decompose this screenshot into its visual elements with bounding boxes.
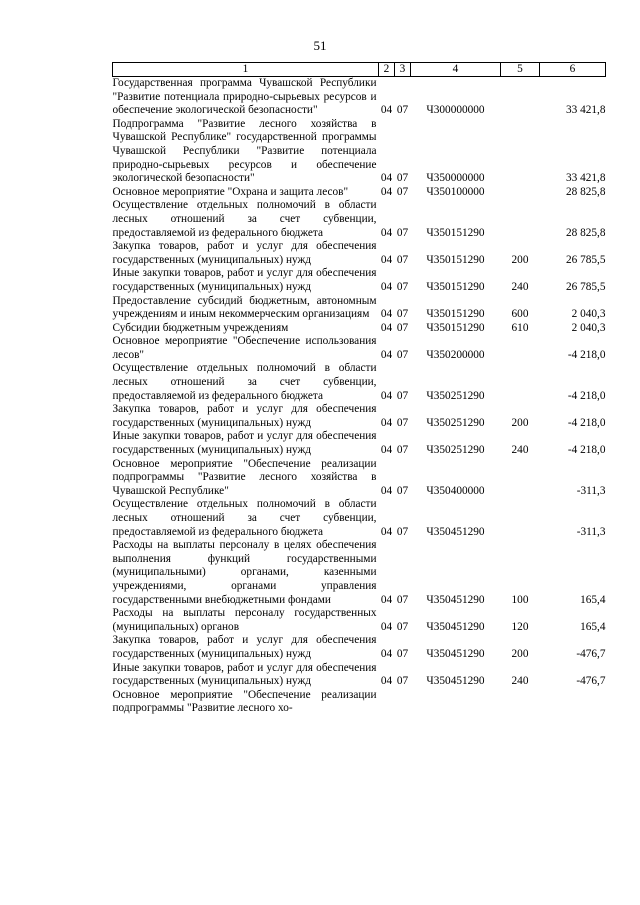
row-section: 04 [380,321,393,334]
row-name: Основное мероприятие "Охрана и защита лесов" [112,185,349,198]
row-subsection: 07 [396,675,409,688]
table-row [113,295,606,322]
row-section: 04 [380,104,393,117]
row-section [379,689,395,716]
row-sum: -311,3 [576,525,606,538]
row-expense-type [501,362,540,403]
row-name: Закупка товаров, работ и услуг для обеспечения государственных (муниципальных) нужд [112,240,377,266]
row-section: 04 [380,308,393,321]
row-sum: -476,7 [576,675,606,688]
row-sum: 28 825,8 [565,226,606,239]
row-section: 04 [380,593,393,606]
table-header [113,63,606,77]
row-name: Закупка товаров, работ и услуг для обеспечения государственных (муниципальных) нужд [112,634,377,660]
row-name: Иные закупки товаров, работ и услуг для обеспечения государственных (муниципальных) нужд [112,430,377,457]
table-row [113,662,606,689]
row-expense-type [501,199,540,240]
row-subsection: 07 [396,172,409,185]
row-section: 04 [380,253,393,266]
row-name: Иные закупки товаров, работ и услуг для обеспечения государственных (муниципальных) нужд [112,661,377,688]
row-subsection: 07 [396,308,409,321]
header-col-section: 2 [379,63,395,77]
row-target-code: Ч350251290 [426,444,485,457]
row-name: Осуществление отдельных полномочий в области лесных отношений за счет субвенции, предоставляемой из федерального бюджета [112,498,377,538]
row-sum: -4 218,0 [567,416,606,429]
row-target-code: Ч350100000 [426,185,485,198]
row-name: Государственная программа Чувашской Республики "Развитие потенциала природно-сырьевых ресурсов и обеспечение экологической безопасности" [112,77,377,117]
row-target-code: Ч350451290 [426,675,485,688]
row-subsection: 07 [396,389,409,402]
row-sum: -4 218,0 [567,348,606,361]
row-subsection: 07 [396,416,409,429]
row-sum: -4 218,0 [567,444,606,457]
row-target-code: Ч350451290 [426,620,485,633]
row-target-code: Ч300000000 [426,104,485,117]
row-expense-type [501,118,540,186]
row-subsection: 07 [396,348,409,361]
row-name: Осуществление отдельных полномочий в области лесных отношений за счет субвенции, предоставляемой из федерального бюджета [112,199,377,239]
header-col-expense-type: 5 [501,63,540,77]
row-name: Основное мероприятие "Обеспечение реализации подпрограммы "Развитие лесного хозяйства в Чувашской Республике" [112,457,377,497]
row-name: Подпрограмма "Развитие лесного хозяйства в Чувашской Республике" государственной программы Чувашской Республики "Развитие потенциала природно-сырьевых ресурсов и обеспечение экологической безопасности" [112,117,377,185]
row-name: Закупка товаров, работ и услуг для обеспечения государственных (муниципальных) нужд [112,403,377,429]
row-expense-type [501,458,540,499]
header-col-name: 1 [113,63,379,77]
row-name: Осуществление отдельных полномочий в области лесных отношений за счет субвенции, предоставляемой из федерального бюджета [112,362,377,402]
row-subsection: 07 [396,226,409,239]
row-expense-type: 240 [511,280,529,293]
table-row [113,362,606,403]
row-expense-type: 240 [511,675,529,688]
row-target-code: Ч350151290 [426,321,485,334]
row-section: 04 [380,226,393,239]
row-target-code: Ч350400000 [426,484,485,497]
row-target-code [411,689,501,716]
row-target-code: Ч350151290 [426,280,485,293]
table-row [113,689,606,716]
table-row [113,240,606,267]
row-section: 04 [380,647,393,660]
row-expense-type: 200 [511,253,529,266]
table-row [113,335,606,362]
row-target-code: Ч350251290 [426,389,485,402]
table-row [113,267,606,294]
row-section: 04 [380,675,393,688]
row-target-code: Ч350451290 [426,647,485,660]
table-row [113,322,606,336]
row-subsection: 07 [396,185,409,198]
table-row [113,430,606,457]
header-col-sum: 6 [540,63,606,77]
row-sum: 26 785,5 [565,280,606,293]
row-expense-type: 200 [511,647,529,660]
header-row [113,63,606,77]
row-name: Иные закупки товаров, работ и услуг для обеспечения государственных (муниципальных) нужд [112,267,377,293]
row-sum: 165,4 [580,620,606,633]
row-sum: 2 040,3 [571,308,606,321]
row-subsection: 07 [396,280,409,293]
table-row [113,607,606,634]
row-subsection: 07 [396,104,409,117]
row-subsection: 07 [396,321,409,334]
row-expense-type: 610 [511,321,529,334]
row-sum: -476,7 [576,647,606,660]
table-row [113,539,606,607]
row-section: 04 [380,525,393,538]
row-section: 04 [380,280,393,293]
row-target-code: Ч350451290 [426,525,485,538]
row-section: 04 [380,444,393,457]
row-name: Основное мероприятие "Обеспечение использования лесов" [112,335,377,361]
row-section: 04 [380,389,393,402]
row-expense-type: 240 [511,444,529,457]
row-subsection: 07 [396,253,409,266]
row-target-code: Ч350151290 [426,308,485,321]
row-name: Расходы на выплаты персоналу в целях обеспечения выполнения функций государственными (муниципальными) органами, казенными учреждениями, органами управления государственными внебюджетными фондами [112,539,377,606]
row-subsection [395,689,411,716]
row-sum [540,689,606,716]
row-section: 04 [380,172,393,185]
row-name: Предоставление субсидий бюджетным, автономным учреждениям и иным некоммерческим организациям [112,294,377,321]
row-expense-type [501,335,540,362]
row-sum: 33 421,8 [565,104,606,117]
budget-table [112,62,606,716]
table-row [113,118,606,186]
table-row [113,77,606,118]
row-section: 04 [380,185,393,198]
row-expense-type [501,689,540,716]
row-subsection: 07 [396,593,409,606]
header-col-subsection: 3 [395,63,411,77]
header-col-target: 4 [411,63,501,77]
table-row [113,403,606,430]
row-target-code: Ч350451290 [426,593,485,606]
row-target-code: Ч350151290 [426,253,485,266]
row-expense-type: 200 [511,416,529,429]
table-row [113,634,606,661]
row-expense-type [501,186,540,200]
row-subsection: 07 [396,484,409,497]
row-expense-type: 120 [511,620,529,633]
row-section: 04 [380,484,393,497]
row-target-code: Ч350200000 [426,348,485,361]
row-subsection: 07 [396,620,409,633]
row-sum: 26 785,5 [565,253,606,266]
row-subsection: 07 [396,525,409,538]
table-row [113,458,606,499]
row-section: 04 [380,620,393,633]
row-target-code: Ч350000000 [426,172,485,185]
table-row [113,186,606,200]
row-section: 04 [380,348,393,361]
row-sum: -4 218,0 [567,389,606,402]
row-expense-type [501,498,540,539]
page-number: 51 [313,38,327,53]
row-sum: 2 040,3 [571,321,606,334]
row-sum: -311,3 [576,484,606,497]
table-body [113,77,606,716]
row-section: 04 [380,416,393,429]
row-subsection: 07 [396,647,409,660]
row-target-code: Ч350151290 [426,226,485,239]
row-sum: 33 421,8 [565,172,606,185]
table-row [113,199,606,240]
row-name: Субсидии бюджетным учреждениям [112,321,289,334]
row-expense-type: 100 [511,593,529,606]
table-row [113,498,606,539]
row-expense-type [501,77,540,118]
row-target-code: Ч350251290 [426,416,485,429]
row-sum: 165,4 [580,593,606,606]
row-expense-type: 600 [511,308,529,321]
row-subsection: 07 [396,444,409,457]
row-name: Расходы на выплаты персоналу государственных (муниципальных) органов [112,607,377,633]
row-sum: 28 825,8 [565,185,606,198]
row-name: Основное мероприятие "Обеспечение реализации подпрограммы "Развитие лесного хо- [112,688,377,715]
